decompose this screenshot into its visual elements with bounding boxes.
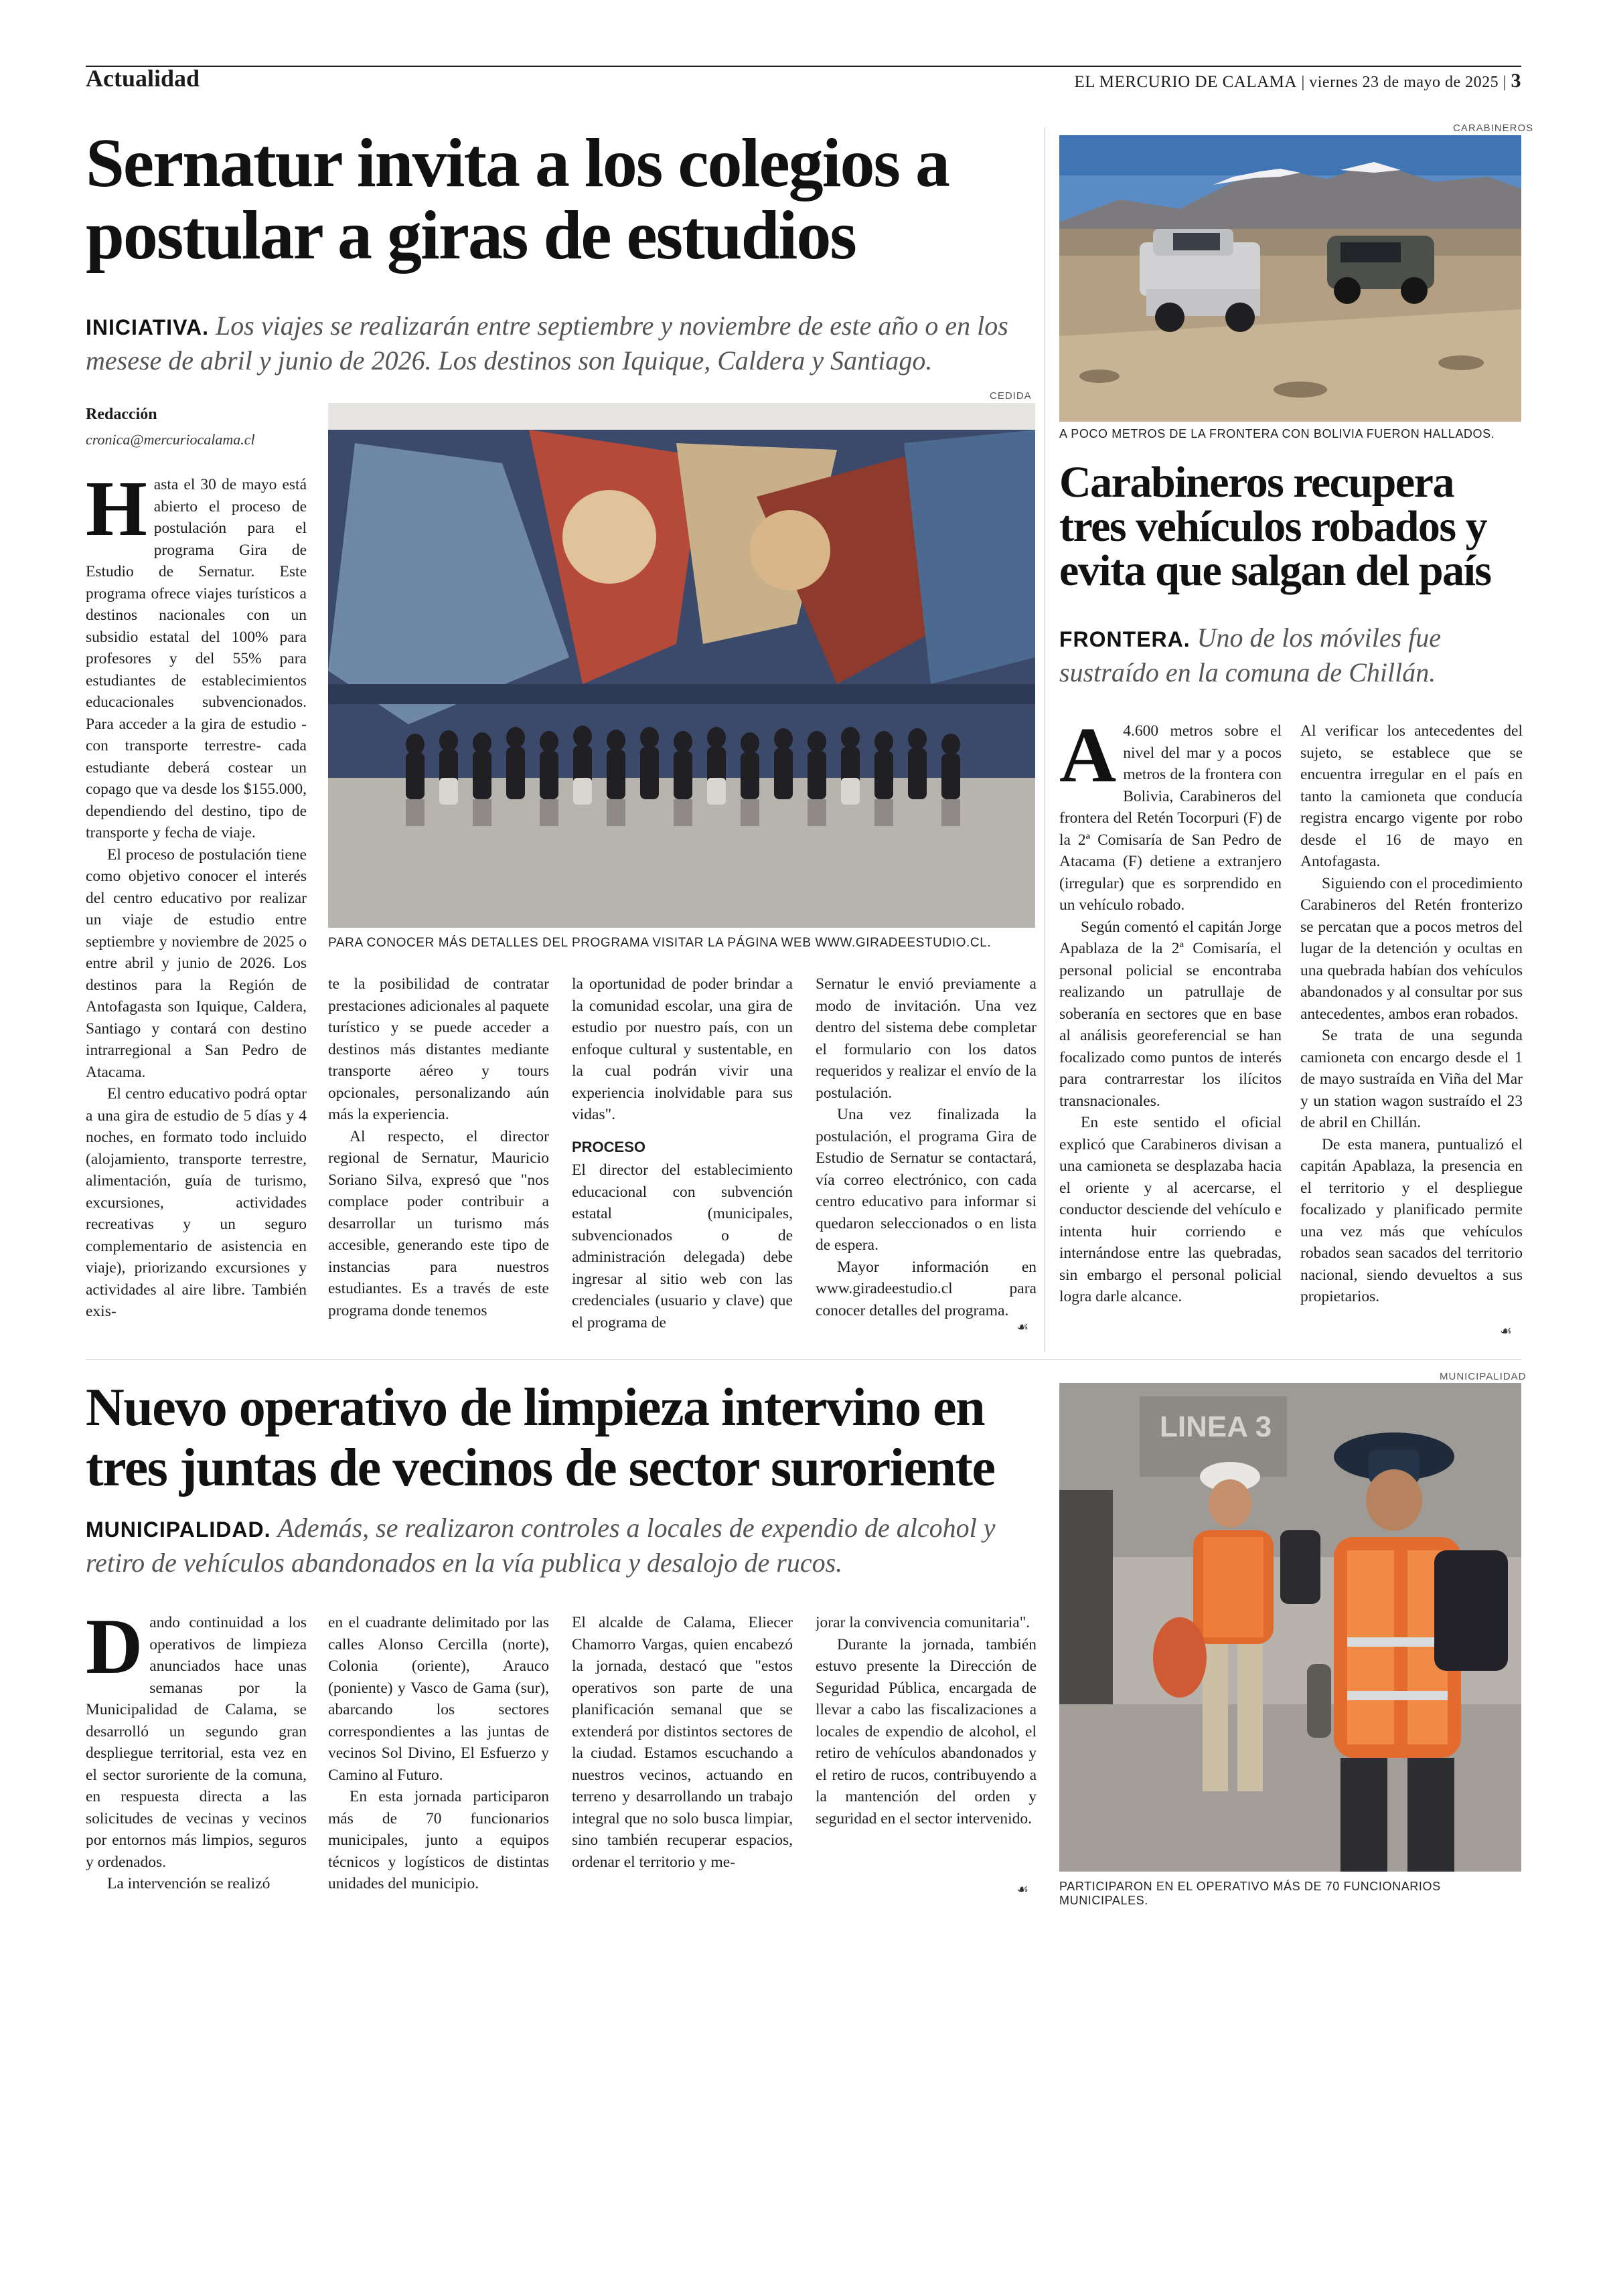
byline: Redacción <box>86 406 157 423</box>
sign-text: LINEA 3 <box>1160 1410 1272 1443</box>
paragraph: 4.600 metros sobre el nivel del mar y a pocos metros de la frontera con Bolivia, Carabineros del frontera del Retén Tocorpuri (F) de la 2ª Comisaría de San Pedro de Atacama (F) detiene a extranjero (irregular) que es sorprendido en un vehículo robado. <box>1059 722 1282 914</box>
deck-text-limpieza: Además, se realizaron controles a locales de expendio de alcohol y retiro de vehículos abandonados en la vía publica y desalojo de rucos. <box>86 1513 996 1578</box>
dropcap-limpieza: D <box>86 1612 143 1690</box>
header-separator: | <box>1503 74 1511 91</box>
paragraph: El proceso de postulación tiene como objetivo conocer el interés del centro educativo por realizar un viaje de estudio entre septiembre y noviembre de 2025 o entre abril y junio de 2026. Los destinos para la Región de Antofagasta son Iquique, Caldera, Santiago y contará con destino intrarregional a San Pedro de Atacama. <box>86 845 307 1081</box>
column-limpieza-4 <box>816 1612 1037 1906</box>
photo-caption-limpieza: PARTICIPARON EN EL OPERATIVO MÁS DE 70 FUNCIONARIOS MUNICIPALES. <box>1059 1880 1441 1907</box>
paragraph: La intervención se realizó <box>107 1875 271 1892</box>
paragraph: En este sentido el oficial explicó que Carabineros divisan a una camioneta se desplazaba hacia el oriente y al acercarse, el conductor desciende del vehículo e intenta huir corriendo e internándose entre las quebradas, sin embargo el personal policial logra darle alcance. <box>1059 1114 1282 1305</box>
paragraph: jorar la convivencia comunitaria". <box>816 1614 1030 1631</box>
paragraph: asta el 30 de mayo está abierto el proceso de postulación para el programa Gira de Estudio de Sernatur. Este programa ofrece viajes turísticos a destinos nacionales con un subsidio estatal del 100% para profesores y del 55% para estudiantes de establecimientos educacionales subvencionados. Para acceder a la gira de estudio -con transporte terrestre- cada estudiante deberá costear un copago que va desde los $155.000, dependiendo del destino, tipo de transporte y fecha de viaje. <box>86 476 307 841</box>
paragraph: El alcalde de Calama, Eliecer Chamorro Vargas, quien encabezó la jornada, destacó que "estos operativos son parte de una planificación semanal que se extenderá por distintos sectores de la ciudad. Estamos escuchando a nuestros vecinos, actuando en terreno y desarrollando un trabajo integral que no solo busca limpiar, sino también recuperar espacios, ordenar el territorio y me- <box>572 1614 793 1871</box>
paragraph: Según comentó el capitán Jorge Apablaza de la 2ª Comisaría, el personal policial se encontraba realizando un patrullaje de soberanía en sectores que en base al análisis georeferencial se han focalizado como puntos de interés para contrarrestar los ilícitos transnacionales. <box>1059 918 1282 1110</box>
kicker-carabineros: FRONTERA. <box>1059 627 1191 651</box>
column-limpieza-3 <box>572 1612 793 1906</box>
photo-caption-carabineros: A POCO METROS DE LA FRONTERA CON BOLIVIA FUERON HALLADOS. <box>1059 427 1495 440</box>
headline-sernatur: Sernatur invita a los colegios a postular a giras de estudios <box>86 125 949 274</box>
photo-credit-sernatur: CEDIDA <box>990 390 1032 402</box>
paragraph: Al respecto, el director regional de Sernatur, Mauricio Soriano Silva, expresó que "nos complace poder contribuir a desarrollar un turismo más accesible, generando este tipo de instancias para nuestros estudiantes. Es a través de este programa donde tenemos <box>328 1127 549 1319</box>
paragraph: la oportunidad de poder brindar a la comunidad escolar, una gira de estudio por nuestro país, con un enfoque cultural y sustentable, en la cual podrán vivir una experiencia inolvidable para sus vidas". <box>572 975 793 1123</box>
paragraph: Una vez finalizada la postulación, el programa Gira de Estudio de Sernatur se contactará, vía correo electrónico, con cada centro educativo para informar si quedaron seleccionados o en lista de espera. <box>816 1106 1037 1254</box>
column-sernatur-2 <box>328 973 549 1341</box>
deck-text-carabineros: Uno de los móviles fue sustraído en la comuna de Chillán. <box>1059 623 1442 687</box>
paragraph: El director del establecimiento educacional con subvención estatal (municipales, subvencionados o de administración delegada) debe ingresar al sitio web con las credenciales (usuario y clave) que el programa de <box>572 1161 793 1331</box>
column-sernatur-3 <box>572 973 793 1341</box>
deck-limpieza <box>86 1511 1050 1580</box>
photo-caption-sernatur: PARA CONOCER MÁS DETALLES DEL PROGRAMA VISITAR LA PÁGINA WEB WWW.GIRADEESTUDIO.CL. <box>328 936 992 950</box>
column-carabineros-1 <box>1059 720 1282 1343</box>
paragraph: en el cuadrante delimitado por las calles Alonso Cercilla (norte), Colonia (oriente), Arauco (poniente) y Vasco de Gama (sur), abarcando los sectores correspondientes a las juntas de vecinos Sol Divino, El Esfuerzo y Camino al Futuro. <box>328 1614 549 1784</box>
headline-limpieza: Nuevo operativo de limpieza intervino en tres juntas de vecinos de sector suroriente <box>86 1378 995 1497</box>
paragraph: ando continuidad a los operativos de limpieza anunciados hace unas semanas por la Municipalidad de Calama, se desarrolló un segundo gran despliegue territorial, esta vez en el sector suroriente de la comuna, en respuesta directa a las solicitudes de vecinas y vecinos por entornos más limpios, seguros y ordenados. <box>86 1614 307 1871</box>
column-carabineros-2 <box>1300 720 1523 1343</box>
photo-credit-limpieza: MUNICIPALIDAD <box>1440 1371 1527 1382</box>
vehicles-in-desert-illustration <box>1059 135 1521 422</box>
publication-date: viernes 23 de mayo de 2025 <box>1309 74 1499 91</box>
subhead-proceso: PROCESO <box>572 1138 646 1155</box>
header-separator: | <box>1301 74 1310 91</box>
kicker-sernatur: INICIATIVA. <box>86 315 210 339</box>
deck-text-sernatur: Los viajes se realizarán entre septiembre y noviembre de este año o en los mesese de abril y junio de 2026. Los destinos son Iquique, Caldera y Santiago. <box>86 311 1008 376</box>
dropcap-carabineros: A <box>1059 720 1117 799</box>
column-sernatur-1 <box>86 474 307 1341</box>
deck-sernatur <box>86 309 1050 378</box>
end-mark-icon: ☙ <box>1016 1881 1028 1897</box>
kicker-limpieza: MUNICIPALIDAD. <box>86 1518 271 1542</box>
column-limpieza-2 <box>328 1612 549 1906</box>
cleanup-workers-illustration <box>1059 1383 1521 1872</box>
photo-border-vehicles <box>1059 135 1521 422</box>
section-divider <box>86 1359 1521 1360</box>
page-number: 3 <box>1511 70 1521 92</box>
headline-carabineros: Carabineros recupera tres vehículos robados y evita que salgan del país <box>1059 458 1491 595</box>
header-rule <box>86 66 1521 67</box>
dropcap-sernatur: H <box>86 474 147 552</box>
column-limpieza-1 <box>86 1612 307 1906</box>
paragraph: Siguiendo con el procedimiento Carabineros del Retén fronterizo se percatan que a pocos metros del lugar de la detención y ocultas en una quebrada habían dos vehículos abandonados y al consultar por sus antecedentes, ambos eran robados. <box>1300 874 1523 1023</box>
paragraph: te la posibilidad de contratar prestaciones adicionales al paquete turístico y se puede acceder a destinos más distantes mediante transporte aéreo y tours opcionales, personalizando aún más la experiencia. <box>328 975 549 1123</box>
paragraph: Sernatur le envió previamente a modo de invitación. Una vez dentro del sistema debe completar el formulario con los datos requeridos y realizar el envío de la postulación. <box>816 975 1037 1102</box>
paragraph: Durante la jornada, también estuvo presente la Dirección de Seguridad Pública, encargada de llevar a cabo las fiscalizaciones a locales de expendio de alcohol, el retiro de vehículos abandonados y el retiro de rucos, contribuyendo a la mantención del orden y seguridad en el sector intervenido. <box>816 1635 1037 1827</box>
paragraph: El centro educativo podrá optar a una gira de estudio de 5 días y 4 noches, en formato todo incluido (alojamiento, transporte terrestre, alimentación, guía de turismo, excursiones, actividades recreativas y un seguro complementario de asistencia en viaje), priorizando excursiones y actividades al aire libre. También exis- <box>86 1085 307 1320</box>
photo-students-mural <box>328 403 1035 928</box>
end-mark-icon: ☙ <box>1500 1323 1512 1339</box>
paragraph: En esta jornada participaron más de 70 funcionarios municipales, junto a equipos técnicos y logísticos de distintas unidades del municipio. <box>328 1788 549 1892</box>
photo-credit-carabineros: CARABINEROS <box>1453 122 1534 134</box>
byline-email: cronica@mercuriocalama.cl <box>86 431 255 448</box>
deck-carabineros <box>1059 621 1528 689</box>
publication-name: EL MERCURIO DE CALAMA <box>1074 73 1297 91</box>
paragraph: Mayor información en www.giradeestudio.cl para conocer detalles del programa. <box>816 1258 1037 1319</box>
photo-cleanup-workers <box>1059 1383 1521 1872</box>
section-name: Actualidad <box>86 65 200 92</box>
page-header-info <box>1074 70 1521 92</box>
end-mark-icon: ☙ <box>1016 1319 1028 1335</box>
students-mural-illustration <box>328 403 1035 928</box>
paragraph: Al verificar los antecedentes del sujeto, se establece que se encuentra irregular en el país en tanto la camioneta que conducía registra encargo vigente por robo desde el 16 de mayo en Antofagasta. <box>1300 722 1523 870</box>
paragraph: Se trata de una segunda camioneta con encargo desde el 1 de mayo sustraída en Viña del Mar y un station wagon sustraído el 23 de abril en Chillán. <box>1300 1027 1523 1131</box>
column-sernatur-4 <box>816 973 1037 1341</box>
paragraph: De esta manera, puntualizó el capitán Apablaza, la presencia en el territorio y el despliegue focalizado y planificado permite una vez más que vehículos robados sean sacados del territorio nacional, siendo devueltos a sus propietarios. <box>1300 1135 1523 1305</box>
